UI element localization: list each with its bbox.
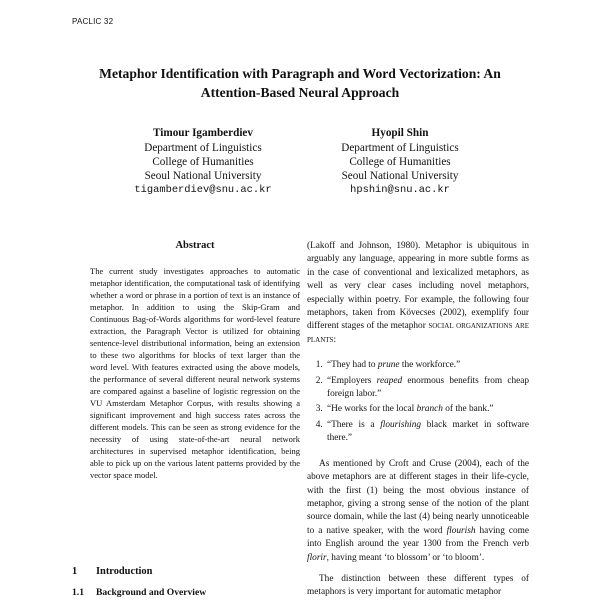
paper-title [60, 64, 540, 102]
intro-text: (Lakoff and Johnson, 1980). Metaphor is ubiquitous in arguably any language, appearing in more subtle forms as in the case of conventional and lexicalized metaphors, as well as very clear cases including novel metaphors, especially within poetry. For example, the following four metaphors, taken from Kövecses (2002), exemplify four different stages of the metaphor [307, 241, 529, 332]
list-item [325, 375, 529, 402]
example-emphasis: prune [377, 360, 400, 371]
intro-colon: : [333, 334, 337, 345]
author-university: Seoul National University [144, 170, 262, 182]
subsection-title: Background and Overview [96, 587, 207, 598]
paragraph-emphasis: florir [307, 552, 327, 563]
example-text: “They had to [327, 360, 378, 371]
author-email: tigamberdiev@snu.ac.kr [134, 184, 272, 196]
right-column-text [307, 240, 529, 600]
abstract-column [90, 240, 300, 481]
author-college: College of Humanities [349, 156, 451, 168]
abstract-body [90, 265, 300, 481]
example-text: “There is a [327, 419, 381, 430]
author-name: Hyopil Shin [371, 127, 429, 139]
title-line-1: Metaphor Identification with Paragraph and Word Vectorization: An [99, 66, 501, 81]
author-name: Timour Igamberdiev [153, 127, 253, 139]
subsection-heading-background [72, 587, 206, 598]
title-line-2: Attention-Based Neural Approach [200, 85, 400, 100]
conference-tag: PACLIC 32 [72, 17, 114, 26]
example-text: black market in software there.” [327, 419, 529, 444]
author-block-2 [290, 126, 510, 197]
author-department: Department of Linguistics [144, 142, 262, 154]
example-text: “Employers [327, 375, 377, 386]
list-item [325, 403, 529, 416]
list-item [325, 419, 529, 446]
paragraph-text: , having meant ‘to blossom’ or ‘to bloom’. [326, 552, 485, 563]
intro-paragraph [307, 240, 529, 347]
author-college: College of Humanities [152, 156, 254, 168]
example-text: “He works for the local [327, 404, 417, 415]
example-text: enormous benefits from cheap foreign labor.” [327, 375, 530, 400]
list-item [325, 359, 529, 372]
author-university: Seoul National University [341, 170, 459, 182]
section-title: Introduction [96, 566, 153, 577]
author-block-1 [93, 126, 313, 197]
example-text: of the bank.” [442, 404, 494, 415]
subsection-number: 1.1 [72, 587, 84, 598]
paragraph-emphasis: flourish [446, 525, 476, 536]
body-paragraph [307, 458, 529, 565]
example-emphasis: branch [416, 404, 443, 415]
abstract-text: The current study investigates approaches to automatic metaphor identification, the computational task of identifying whether a word or phrase in a portion of text is an instance of metaphor. In addition to using the Skip-Gram and Continuous Bag-of-Words algorithms for word-level feature extraction, the Paragraph Vector is utilized for obtaining sentence-level distributional information, being an extension to these two algorithms for blocks of text larger than the word level. With features extracted using the above models, the performance of several different neural network systems are compared against a baseline of logistic regression on the VU Amsterdam Metaphor Corpus, with results showing a significant improvement and high success rates across the different models. This can be seen as strong evidence for the necessity of using state-of-the-art neural network architectures in supervised metaphor identification, being able to pick up on the various latent patterns provided by the vector space model. [90, 266, 300, 480]
section-number: 1 [72, 566, 78, 577]
metaphor-name: social organizations are plants [307, 321, 529, 345]
section-heading-introduction [72, 566, 152, 577]
example-text: the workforce.” [399, 360, 461, 371]
paragraph-text: having come into English around the year 1300 from the French verb [307, 525, 529, 550]
example-emphasis: flourishing [380, 419, 422, 430]
author-email: hpshin@snu.ac.kr [350, 184, 450, 196]
author-department: Department of Linguistics [341, 142, 459, 154]
abstract-heading: Abstract [175, 240, 215, 251]
example-emphasis: reaped [376, 375, 403, 386]
body-paragraph: The distinction between these different types of metaphors is very important for automatic metaphor [307, 573, 529, 598]
example-list [307, 359, 529, 445]
paragraph-text: As mentioned by Croft and Cruse (2004), each of the above metaphors are at different stages in their life-cycle, with the first (1) being the most obvious instance of metaphor, giving a strong sense of the notion of the plant source domain, while the last (4) being nearly unnoticeable to a native speaker, with the word [307, 458, 529, 536]
